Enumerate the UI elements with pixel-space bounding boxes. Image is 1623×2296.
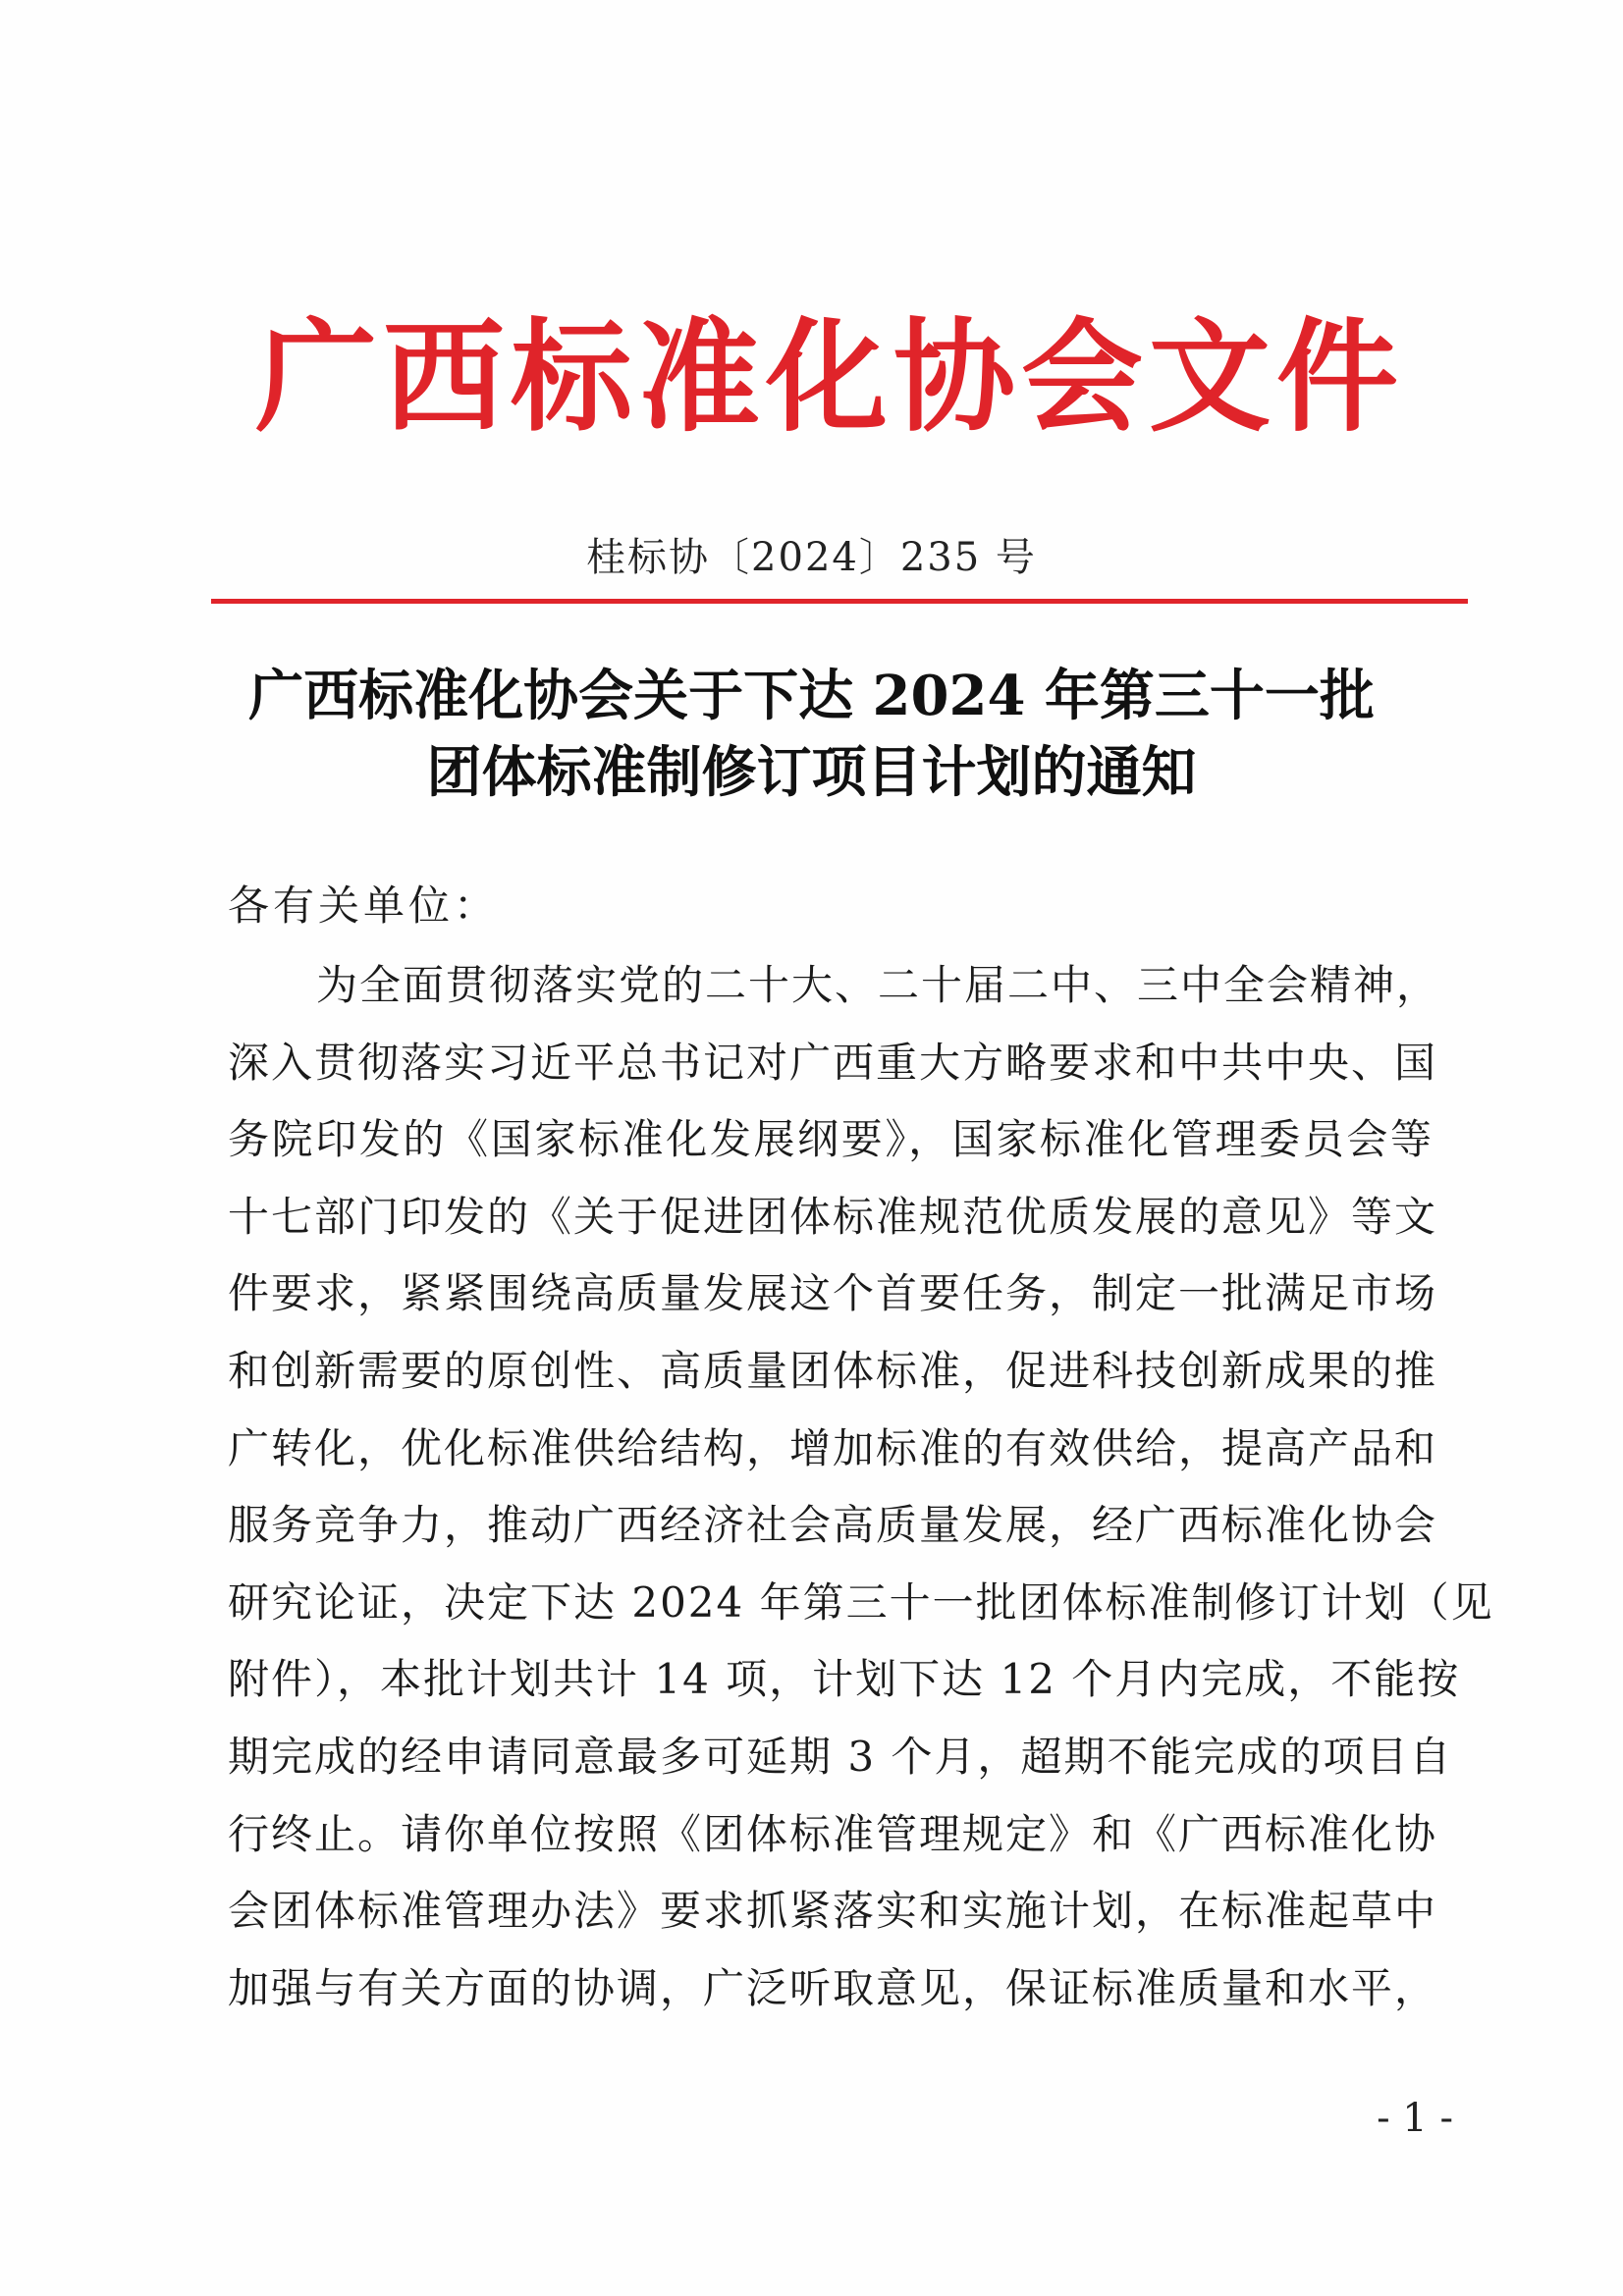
body-line: 务院印发的《国家标准化发展纲要》，国家标准化管理委员会等 (228, 1115, 1434, 1164)
issuer-header-title: 广西标准化协会文件 (254, 306, 1404, 449)
body-line: 附件），本批计划共计 14 项，计划下达 12 个月内完成，不能按 (228, 1655, 1461, 1704)
body-line: 会团体标准管理办法》要求抓紧落实和实施计划，在标准起草中 (228, 1887, 1438, 1936)
document-number: 桂标协〔2024〕235 号 (586, 535, 1037, 580)
body-line: 广转化，优化标准供给结构，增加标准的有效供给，提高产品和 (228, 1423, 1438, 1472)
body-line: 行终止。请你单位按照《团体标准管理规定》和《广西标准化协 (228, 1809, 1438, 1858)
body-line: 为全面贯彻落实党的二十大、二十届二中、三中全会精神， (316, 961, 1440, 1009)
body-line: 和创新需要的原创性、高质量团体标准，促进科技创新成果的推 (228, 1346, 1438, 1395)
notice-title-line-1: 广西标准化协会关于下达 2024 年第三十一批 (248, 664, 1375, 728)
body-line: 服务竞争力，推动广西经济社会高质量发展，经广西标准化协会 (228, 1501, 1438, 1550)
salutation: 各有关单位： (228, 881, 500, 930)
notice-title-line-2: 团体标准制修订项目计划的通知 (426, 740, 1197, 805)
body-line: 件要求，紧紧围绕高质量发展这个首要任务，制定一批满足市场 (228, 1269, 1438, 1318)
notice-title (196, 658, 1427, 811)
body-line: 期完成的经申请同意最多可延期 3 个月，超期不能完成的项目自 (228, 1732, 1453, 1781)
body-line: 加强与有关方面的协调，广泛听取意见，保证标准质量和水平， (228, 1963, 1438, 2012)
body-line: 十七部门印发的《关于促进团体标准规范优质发展的意见》等文 (228, 1192, 1438, 1241)
red-divider-line (211, 599, 1468, 604)
body-line: 研究论证，决定下达 2024 年第三十一批团体标准制修订计划（见 (228, 1577, 1494, 1627)
page-number: - 1 - (1377, 2096, 1453, 2141)
body-line: 深入贯彻落实习近平总书记对广西重大方略要求和中共中央、国 (228, 1038, 1438, 1087)
body-paragraph (228, 947, 1494, 2027)
